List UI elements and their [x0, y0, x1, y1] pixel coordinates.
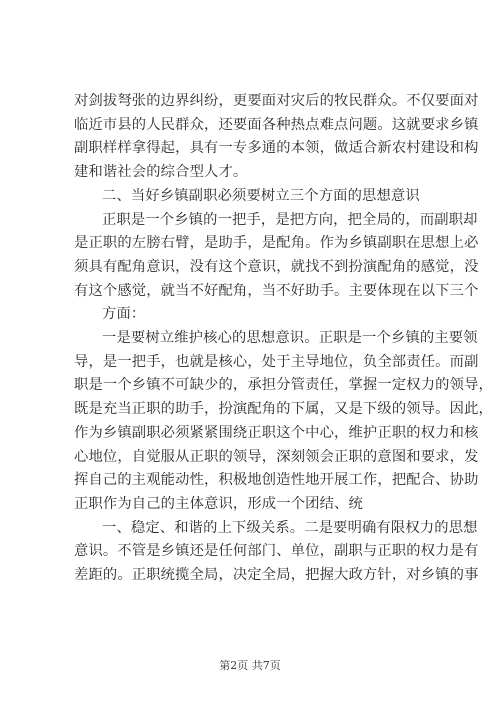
text-line: 意识。不管是乡镇还是任何部门、单位，副职与正职的权力是有 [74, 543, 479, 560]
text-line: 方面： [102, 306, 146, 323]
page-footer [0, 657, 500, 673]
text-line: 挥自己的主观能动性，积极地创造性地开展工作，把配合、协助 [74, 472, 479, 489]
text-line: 职是一个乡镇不可缺少的，承担分管责任，掌握一定权力的领导， [74, 377, 493, 394]
document-body [74, 90, 493, 588]
text-line: 须具有配角意识，没有这个意识，就找不到扮演配角的感觉，没 [74, 258, 479, 275]
text-line: 是正职的左膀右臂，是助手，是配角。作为乡镇副职在思想上必 [74, 235, 479, 252]
text-line: 副职样样拿得起，具有一专多通的本领，做适合新农村建设和构 [74, 140, 479, 157]
text-line: 临近市县的人民群众，还要面各种热点难点问题。这就要求乡镇 [74, 116, 479, 133]
body-text [74, 90, 493, 588]
text-line: 二、当好乡镇副职必须要树立三个方面的思想意识 [102, 187, 420, 204]
text-line: 既是充当正职的助手，扮演配角的下属，又是下级的领导。因此， [74, 401, 493, 418]
text-line: 建和谐社会的综合型人才。 [74, 164, 248, 181]
text-line: 心地位，自觉服从正职的领导，深刻领会正职的意图和要求，发 [74, 448, 479, 465]
text-line: 一是要树立维护核心的思想意识。正职是一个乡镇的主要领 [102, 330, 478, 347]
text-line: 导，是一把手，也就是核心，处于主导地位，负全部责任。而副 [74, 353, 479, 370]
text-line: 作为乡镇副职必须紧紧围绕正职这个中心，维护正职的权力和核 [74, 424, 479, 441]
text-line: 一、稳定、和谐的上下级关系。二是要明确有限权力的思想 [102, 519, 478, 536]
page-number-label: 第2页 共7页 [219, 659, 281, 672]
text-line: 有这个感觉，就当不好配角，当不好助手。主要体现在以下三个 [74, 282, 479, 299]
text-line: 对剑拔弩张的边界纠纷，更要面对灾后的牧民群众。不仅要面对 [74, 93, 479, 109]
text-line: 差距的。正职统揽全局，决定全局，把握大政方针，对乡镇的事 [74, 567, 479, 584]
text-line: 正职作为自己的主体意识，形成一个团结、统 [74, 495, 363, 512]
text-line: 正职是一个乡镇的一把手，是把方向，把全局的，而副职却 [102, 211, 478, 228]
